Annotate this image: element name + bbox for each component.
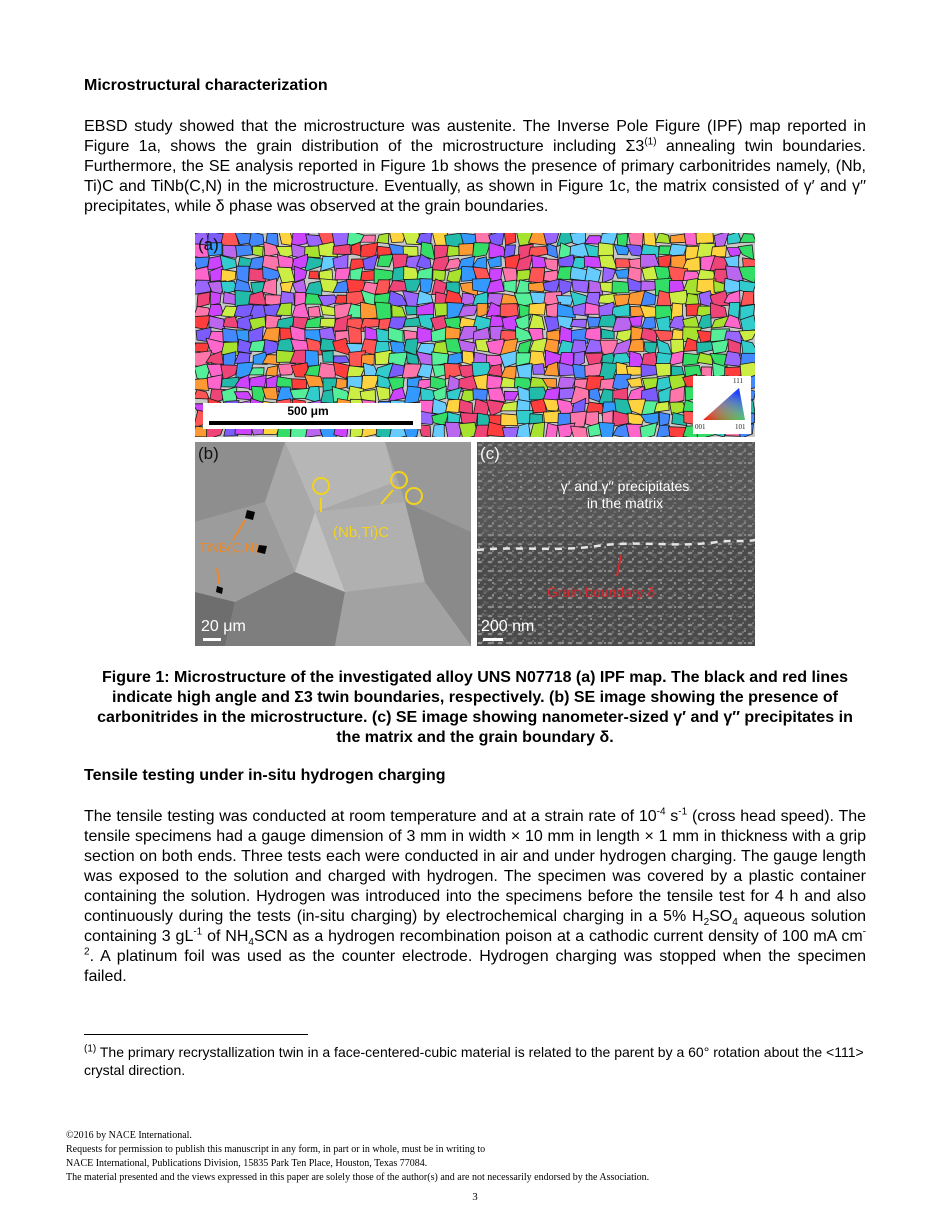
superscript: -2: [84, 926, 866, 958]
grain: [558, 377, 576, 389]
grain: [333, 244, 351, 254]
grain: [404, 279, 421, 291]
grain: [570, 319, 586, 328]
grain: [197, 292, 210, 307]
grain: [696, 233, 714, 244]
grain: [348, 326, 362, 343]
grain: [669, 244, 687, 256]
copyright-line: NACE International, Publications Division, 15835 Park Ten Place, Houston, Texas 77084.: [66, 1158, 428, 1169]
grain: [304, 375, 323, 388]
para-text: of NH: [202, 928, 249, 945]
grain: [712, 340, 729, 354]
para-text: SCN as a hydrogen recombination poison at a cathodic current density of 100 mA cm: [253, 928, 863, 945]
grain: [280, 281, 293, 292]
grain: [473, 389, 488, 401]
grain: [504, 233, 516, 245]
panel-b-scalebar-text: 20 μm: [201, 618, 246, 635]
grain: [262, 387, 278, 399]
superscript: -1: [678, 806, 688, 818]
figure-panel-b-se-image: [195, 442, 471, 646]
annotation-precipitates: [525, 478, 725, 512]
grain: [404, 317, 421, 327]
grain: [361, 318, 379, 328]
grain: [417, 291, 433, 305]
grain: [266, 366, 278, 377]
grain: [433, 270, 446, 281]
grain: [529, 268, 545, 284]
grain: [654, 402, 669, 413]
grain: [292, 379, 307, 389]
grain: [656, 363, 671, 376]
subscript: 2: [703, 917, 710, 929]
grain: [602, 267, 615, 283]
grain: [669, 290, 688, 305]
grain: [548, 244, 558, 258]
panel-a-scalebar-text: 500 μm: [287, 404, 329, 418]
annotation-precipitates-line1: γ′ and γ′′ precipitates: [560, 478, 690, 494]
grain: [529, 314, 545, 329]
grain: [572, 280, 589, 293]
grain: [544, 233, 560, 245]
grain: [516, 423, 530, 437]
grain: [253, 246, 264, 257]
grain: [404, 386, 421, 404]
grain: [530, 422, 545, 437]
grain: [640, 423, 657, 437]
grain: [655, 233, 670, 243]
grain: [309, 271, 319, 279]
section-heading-microstructure: Microstructural characterization: [84, 77, 328, 94]
grain: [361, 243, 378, 257]
annotation-grain-boundary: Grain boundary δ: [547, 584, 656, 600]
grain: [223, 316, 239, 328]
grain: [627, 378, 643, 388]
grain: [529, 414, 543, 424]
legend-label-101: 101: [735, 423, 746, 431]
grain: [418, 314, 434, 329]
panel-c-scalebar-text: 200 nm: [481, 618, 535, 635]
grain: [504, 391, 519, 400]
grain: [404, 266, 419, 279]
copyright-line: The material presented and the views expressed in this paper are solely those of the author(s) and are not necessarily endorsed by the Association.: [66, 1172, 650, 1183]
grain: [545, 423, 557, 437]
grain: [308, 306, 321, 317]
grain: [615, 269, 629, 278]
grain: [656, 316, 671, 331]
footnote-text: The primary recrystallization twin in a face-centered-cubic material is related to the parent by a 60° rotation about the <111> crystal direction.: [84, 1044, 864, 1078]
grain: [322, 351, 333, 363]
grain: [432, 424, 444, 437]
grain: [249, 340, 265, 351]
grain: [320, 318, 335, 327]
para-text: The tensile testing was conducted at room temperature and at a strain rate of 10: [84, 808, 657, 825]
grain: [210, 292, 221, 306]
grain: [504, 280, 517, 293]
grain: [599, 422, 615, 437]
grain: [459, 243, 474, 255]
grain: [711, 246, 726, 257]
grain: [432, 279, 447, 295]
para-text: . A platinum foil was used as the counter electrode. Hydrogen charging was stopped when the specimen failed.: [84, 948, 866, 985]
grain: [489, 242, 506, 257]
grain: [236, 245, 254, 257]
ipf-color-legend: [693, 376, 751, 434]
grain: [389, 387, 406, 401]
grain: [683, 353, 700, 365]
figure-panel-a-ipf-map: [195, 233, 755, 437]
se-image-c: [477, 442, 755, 646]
paragraph-microstructure: [84, 117, 866, 217]
grain: [376, 386, 390, 400]
grain: [599, 255, 617, 269]
superscript: -1: [193, 926, 203, 938]
superscript: -4: [656, 806, 666, 818]
grain: [739, 234, 755, 243]
grain: [377, 233, 389, 244]
grain: [477, 304, 488, 318]
grain: [544, 259, 557, 272]
grain: [585, 266, 601, 282]
copyright-block: [66, 1129, 886, 1185]
panel-a-scalebar: [203, 403, 421, 429]
para-text: (cross head speed). The tensile specimens had a gauge dimension of 3 mm in width × 10 mm in length × 1 mm in thickness with a grip section on both ends. Three tests each were conducted in air and under hydrogen charging. The gauge length was exposed to the solution and charged with hydrogen. The specimen was covered by a plastic container containing the solution. Hydrogen was introduced into the specimens before the tensile test for 4 h and also continuously during the tests (in-situ charging) by electrochemical charging in a 5% H: [84, 808, 867, 925]
grain: [529, 303, 546, 315]
grain: [195, 390, 209, 399]
grain: [207, 375, 222, 391]
para-text: aqueous solution containing 3 gL: [84, 908, 867, 945]
footnote-ref: (1): [644, 136, 657, 148]
footnote-mark: (1): [84, 1043, 97, 1055]
panel-a-scalebar-line: [209, 421, 413, 425]
legend-label-111: 111: [733, 377, 743, 385]
grain: [641, 364, 658, 377]
grain: [571, 426, 588, 437]
annotation-nbti-c: (Nb,Ti)C: [333, 524, 390, 541]
panel-b-label: (b): [198, 444, 219, 463]
figure-caption: Figure 1: Microstructure of the investigated alloy UNS N07718 (a) IPF map. The black and red lines indicate high angle and Σ3 twin boundaries, respectively. (b) SE image showing the presence of carbonitrides in the microstructure. (c) SE image showing nanometer-sized γ′ and γ′′ precipitates in the matrix and the grain boundary δ.: [97, 669, 853, 746]
page-number: 3: [472, 1191, 478, 1203]
section-heading-tensile: Tensile testing under in-situ hydrogen charging: [84, 767, 446, 784]
panel-a-label: (a): [198, 235, 219, 254]
grain: [488, 388, 506, 402]
annotation-precipitates-line2: in the matrix: [586, 495, 664, 511]
figure-panel-c-se-image: [477, 442, 755, 646]
para-text: s: [665, 808, 679, 825]
annotation-tinb-cn: TiNB(C,N): [199, 540, 259, 555]
panel-c-label: (c): [480, 444, 500, 463]
grain: [475, 339, 488, 352]
grain: [532, 364, 545, 375]
grain: [195, 316, 211, 330]
grain: [659, 412, 670, 426]
grain: [502, 315, 518, 330]
para-text: EBSD study showed that the microstructure was austenite. The Inverse Pole Figure (IPF) map reported in Figure 1a, shows the grain distribution of the microstructure including Σ3: [84, 118, 866, 155]
legend-label-001: 001: [695, 423, 706, 431]
copyright-line: Requests for permission to publish this manuscript in any form, in part or in whole, must be in writing to: [66, 1144, 486, 1155]
copyright-line: ©2016 by NACE International.: [66, 1130, 192, 1141]
footnote-divider: [84, 1034, 308, 1035]
grain: [459, 399, 473, 414]
subscript: 4: [248, 937, 254, 949]
grain: [473, 243, 491, 258]
para-text: SO: [709, 908, 733, 925]
grain: [375, 302, 391, 319]
grain: [377, 254, 393, 266]
grain: [741, 291, 754, 305]
grain: [714, 233, 729, 247]
grain: [448, 412, 461, 423]
footnote: [84, 1043, 866, 1079]
para-text: annealing twin boundaries. Furthermore, the SE analysis reported in Figure 1b shows the presence of primary carbonitrides namely, (Nb, Ti)C and TiNb(C,N) in the microstructure. Eventually, as shown in Figure 1c, the matrix consisted of γ′ and γ′′ precipitates, while δ phase was observed at the grain boundaries.: [84, 138, 866, 215]
grain: [335, 268, 350, 280]
paragraph-tensile: [84, 807, 866, 987]
grain: [612, 353, 631, 364]
subscript: 4: [732, 917, 738, 929]
grain: [388, 280, 407, 291]
